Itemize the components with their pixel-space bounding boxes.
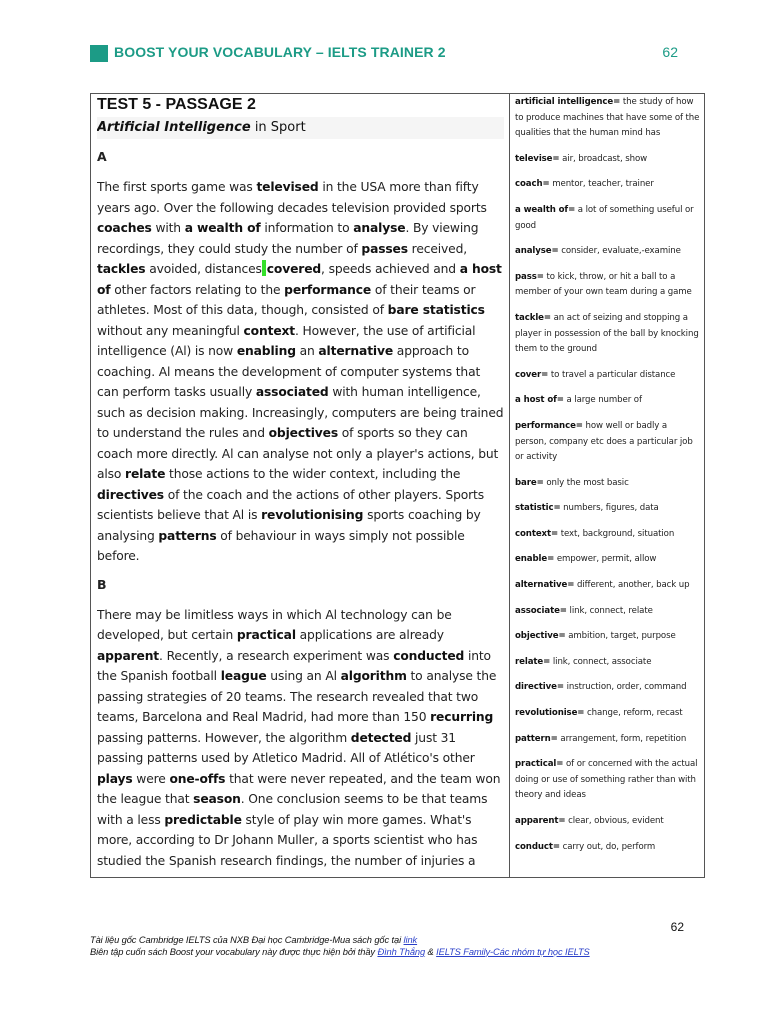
vocab-word: relate [125, 467, 166, 481]
vocab-word: associated [255, 385, 329, 399]
glossary-entry [515, 270, 701, 301]
glossary-term: a host of= [515, 395, 564, 406]
glossary-definition: consider, evaluate,-examine [558, 246, 681, 257]
glossary-entry [515, 393, 701, 409]
vocab-word: apparent [97, 648, 160, 663]
glossary-definition: to travel a particular distance [548, 369, 676, 380]
vocab-word: one-offs [169, 771, 226, 786]
footer-link[interactable]: link [403, 935, 418, 945]
section-a-label: A [97, 149, 107, 164]
glossary-definition: air, broadcast, show [559, 153, 648, 164]
glossary-entry [515, 757, 701, 804]
vocab-word: detected [350, 730, 412, 745]
glossary-entry [515, 578, 701, 594]
glossary-definition: how well or badly a person, company etc does a particular job or activity [515, 420, 693, 463]
glossary-definition: a large number of [563, 395, 642, 406]
glossary-entry [515, 732, 701, 748]
glossary-entry [515, 552, 701, 568]
glossary-entry [515, 604, 701, 620]
footer-link-teacher[interactable]: Đình Thắng [377, 946, 426, 957]
glossary-column [515, 94, 701, 877]
glossary-definition: to kick, throw, or hit a ball to a member of your own team during a game [515, 271, 692, 298]
vocab-word: plays [97, 771, 133, 786]
vocab-word: objectives [268, 426, 338, 440]
vocab-word: analyse [353, 221, 406, 235]
column-divider [509, 94, 510, 877]
passage-subtitle [97, 117, 504, 139]
subtitle-italic: Artificial Intelligence [97, 120, 251, 135]
glossary-definition: clear, obvious, evident [565, 816, 664, 826]
vocab-word: enabling [236, 344, 296, 358]
footer-line-2-text: Biên tập cuốn sách Boost your vocabulary này được thực hiện bởi thầy [90, 946, 378, 957]
glossary-entry [515, 95, 701, 142]
footer-line-1 [90, 935, 730, 947]
vocab-word: league [220, 669, 267, 683]
glossary-term: a wealth of= [515, 204, 576, 215]
passage-table [90, 93, 705, 878]
vocab-word: revolutionising [261, 508, 364, 522]
glossary-definition: change, reform, recast [584, 708, 683, 719]
vocab-word: practical [236, 628, 296, 642]
footer-page-number: 62 [670, 920, 684, 934]
glossary-definition: ambition, target, purpose [565, 631, 676, 642]
glossary-entry [515, 706, 701, 722]
vocab-word: a host of [97, 262, 502, 297]
glossary-term: tackle= [515, 312, 551, 323]
glossary-entry [515, 814, 701, 830]
glossary-term: objective= [515, 631, 566, 642]
glossary-definition: text, background, situation [558, 528, 675, 539]
glossary-entry [515, 368, 701, 384]
glossary-entry [515, 527, 701, 543]
vocab-word: recurring [430, 710, 494, 724]
glossary-entry [515, 177, 701, 193]
glossary-term: pass= [515, 271, 544, 282]
glossary-definition: carry out, do, perform [560, 841, 656, 852]
glossary-term: practical= [515, 759, 564, 770]
subtitle-rest: in Sport [250, 120, 306, 135]
footer-line-2 [90, 947, 730, 959]
vocab-word: televised [256, 180, 319, 194]
glossary-definition: mentor, teacher, trainer [549, 179, 654, 190]
footer-ampersand: & [425, 946, 437, 957]
glossary-definition: an act of seizing and stopping a player in possession of the ball by knocking them to the ground [515, 312, 699, 355]
passage-column [97, 94, 504, 877]
vocab-word: context [243, 323, 296, 338]
glossary-term: analyse= [515, 246, 559, 257]
glossary-term: performance= [515, 420, 583, 431]
glossary-entry [515, 680, 701, 696]
vocab-word: season [193, 792, 241, 806]
glossary-entry [515, 501, 701, 517]
glossary-entry [515, 840, 701, 856]
glossary-entry [515, 629, 701, 645]
glossary-definition: arrangement, form, repetition [557, 733, 687, 744]
vocab-word: conducted [393, 648, 465, 663]
test-title: TEST 5 - PASSAGE 2 [97, 96, 256, 113]
glossary-definition: the study of how to produce machines that have some of the qualities that the human mind has [515, 97, 700, 139]
glossary-definition: of or concerned with the actual doing or use of something rather than with theory and ideas [515, 759, 698, 801]
glossary-term: statistic= [515, 503, 561, 514]
glossary-entry [515, 244, 701, 260]
vocab-word: algorithm [340, 669, 407, 683]
header-page-number: 62 [662, 44, 678, 60]
glossary-entry [515, 419, 701, 466]
glossary-definition: empower, permit, allow [554, 554, 657, 565]
glossary-definition: instruction, order, command [563, 682, 687, 693]
glossary-definition: link, connect, associate [550, 656, 652, 667]
glossary-term: coach= [515, 179, 550, 190]
vocab-word: predictable [164, 812, 242, 827]
glossary-entry [515, 311, 701, 358]
glossary-definition: numbers, figures, data [560, 503, 659, 514]
glossary-term: relate= [515, 656, 551, 667]
glossary-term: conduct= [515, 841, 560, 852]
glossary-term: directive= [515, 682, 564, 693]
vocab-word: coaches [97, 221, 152, 235]
vocab-word: performance [284, 282, 372, 297]
glossary-term: cover= [515, 369, 549, 380]
vocab-word: alternative [318, 344, 394, 358]
glossary-definition: link, connect, relate [566, 605, 653, 616]
paragraph-a: The first sports game was televised in the USA more than fifty years ago. Over the following decades television provided sports coaches with a wealth of information to analyse. By viewing recordings, they could study the number of passes received, tackles avoided, distances covered, speeds achieved and a host of other factors relating to the performance of their teams or athletes. Most of this data, though, consisted of bare statistics without any meaningful context. However, the use of artificial intelligence (Al) is now enabling an alternative approach to coaching. Al means the development of computer systems that can perform tasks usually associated with human intelligence, such as decision making. Increasingly, computers are being trained to understand the rules and objectives of sports so they can coach more directly. Al can analyse not only a player's actions, but also relate those actions to the wider context, including the directives of the coach and the actions of other players. Sports scientists believe that Al is revolutionising sports coaching by analysing patterns of behaviour in ways simply not possible before. [97, 180, 504, 563]
glossary-definition: a lot of something useful or good [515, 204, 694, 231]
glossary-term: revolutionise= [515, 708, 585, 719]
vocab-word: directives [97, 487, 164, 502]
vocab-word: tackles [97, 262, 146, 276]
glossary-term: alternative= [515, 580, 575, 591]
vocab-word: a wealth of [184, 221, 261, 235]
glossary-term: associate= [515, 605, 567, 616]
glossary-entry [515, 476, 701, 492]
footer-link-ielts-family[interactable]: IELTS Family-Các nhóm tự học IELTS [436, 946, 590, 957]
glossary-term: enable= [515, 554, 555, 565]
vocab-word: passes [361, 241, 408, 256]
header-square-icon [90, 45, 108, 62]
glossary-definition: different, another, back up [574, 580, 690, 591]
page-header [90, 44, 690, 64]
section-b-label: B [97, 576, 107, 592]
header-title: BOOST YOUR VOCABULARY – IELTS TRAINER 2 [114, 44, 446, 60]
glossary-term: apparent= [515, 816, 566, 826]
glossary-entry [515, 152, 701, 168]
text-cursor-highlight [262, 260, 266, 276]
vocab-word: bare statistics [387, 303, 485, 317]
glossary-term: artificial intelligence= [515, 97, 621, 107]
glossary-term: bare= [515, 477, 544, 488]
vocab-word: patterns [158, 528, 217, 543]
paragraph-b: There may be limitless ways in which Al technology can be developed, but certain practical applications are already apparent. Recently, a research experiment was conducted into the Spanish football league using an Al algorithm to analyse the passing strategies of 20 teams. The research revealed that two teams, Barcelona and Real Madrid, had more than 150 recurring passing patterns. However, the algorithm detected just 31 passing patterns used by Atletico Madrid. All of Atlético's other plays were one-offs that were never repeated, and the team won the league that season. One conclusion seems to be that teams with a less predictable style of play win more games. What's more, according to Dr Johann Muller, a sports scientist who has studied the Spanish research findings, the number of injuries a [97, 607, 501, 868]
glossary-definition: only the most basic [543, 477, 629, 488]
footer-note [90, 935, 730, 958]
glossary-term: televise= [515, 153, 560, 164]
vocab-word: covered [266, 262, 322, 276]
glossary-term: pattern= [515, 733, 558, 744]
glossary-term: context= [515, 528, 559, 539]
glossary-entry [515, 203, 701, 234]
glossary-entry [515, 655, 701, 671]
footer-line-1-text: Tài liệu gốc Cambridge IELTS của NXB Đại học Cambridge-Mua sách gốc tại [90, 935, 404, 945]
